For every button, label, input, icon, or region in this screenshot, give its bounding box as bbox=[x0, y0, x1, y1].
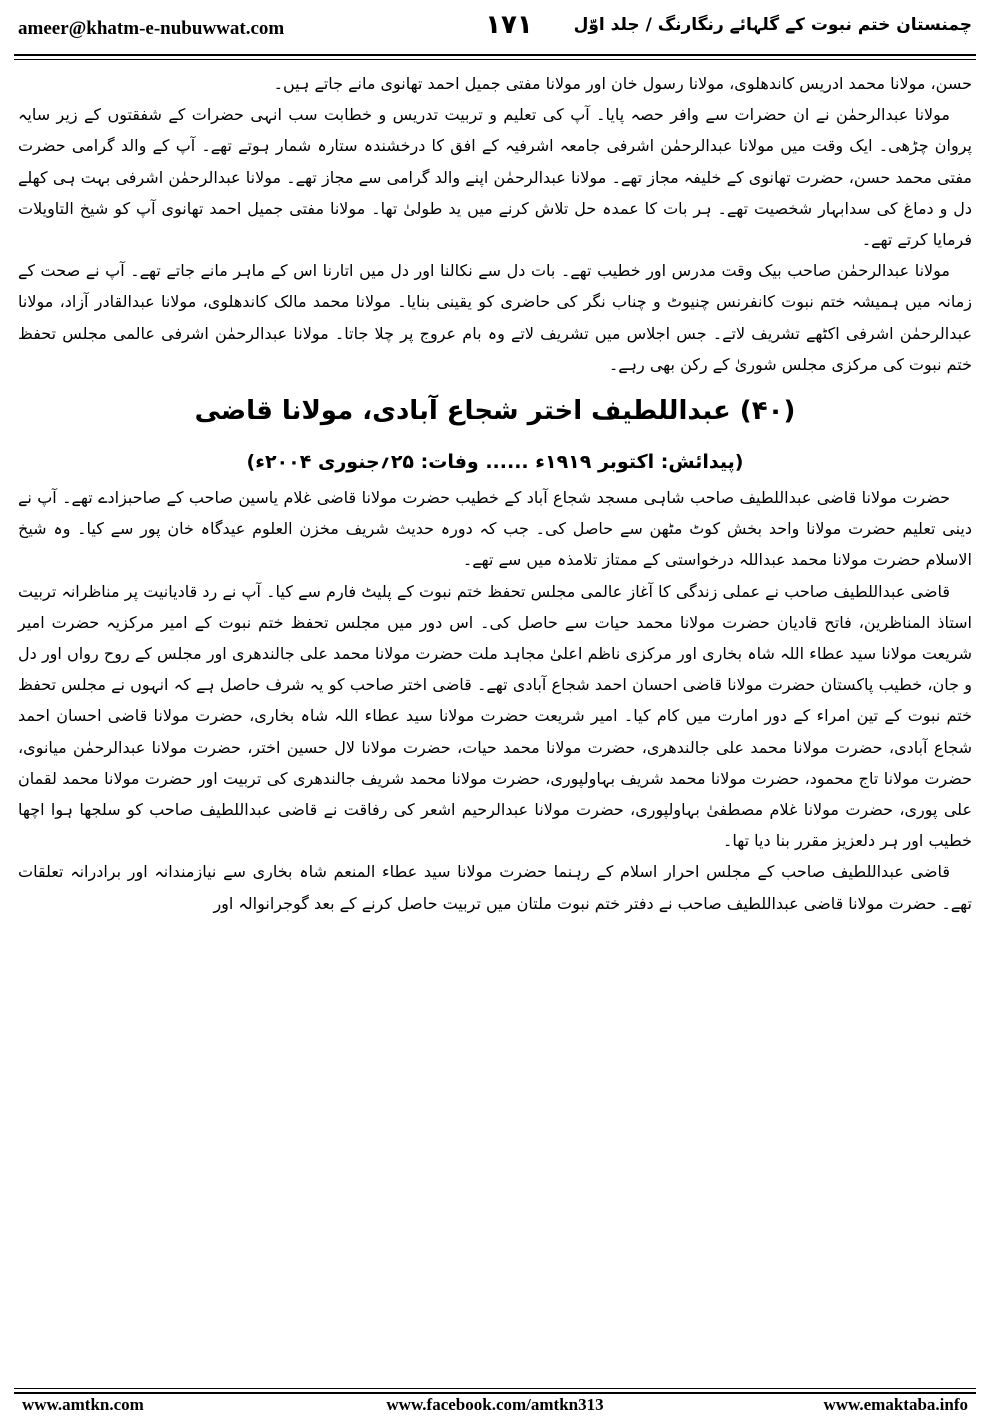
page-body bbox=[18, 68, 972, 1376]
header-rule-thin bbox=[14, 59, 976, 60]
section-paragraph-3: قاضی عبداللطیف صاحب کے مجلس احرار اسلام کے رہنما حضرت مولانا سید عطاء المنعم شاہ بخاری سے نیازمندانہ اور برادرانہ تعلقات تھے۔ حضرت مولانا قاضی عبداللطیف صاحب نے دفتر ختم نبوت ملتان میں تربیت حاصل کرنے کے بعد گوجرانوالہ اور bbox=[18, 862, 972, 913]
page-header bbox=[14, 8, 976, 52]
paragraph-3: مولانا عبدالرحمٰن صاحب بیک وقت مدرس اور خطیب تھے۔ بات دل سے نکالنا اور دل میں اتارنا اس کے ماہر مانے جاتے تھے۔ آپ نے صحت کے زمانہ میں ہمیشہ ختم نبوت کانفرنس چنیوٹ و چناب نگر کی حاضری کو یقینی بنایا۔ مولانا محمد مالک کاندھلوی، مولانا عبدالقادر آزاد، مولانا عبدالرحمٰن اشرفی اکٹھے تشریف لاتے۔ جس اجلاس میں تشریف لاتے وہ بام عروج پر چلا جاتا۔ مولانا عبدالرحمٰن اشرفی عالمی مجلس تحفظ ختم نبوت کی مرکزی مجلس شوریٰ کے رکن بھی رہے۔ bbox=[18, 261, 972, 374]
section-paragraph-1: حضرت مولانا قاضی عبداللطیف صاحب شاہی مسجد شجاع آباد کے خطیب حضرت مولانا قاضی غلام یاسین صاحب کے صاحبزادے تھے۔ آپ نے دینی تعلیم حضرت مولانا واحد بخش کوٹ مٹھن سے حاصل کی۔ جب کہ دورہ حدیث شریف مخزن العلوم عیدگاہ خان پور سے کیا۔ وہ شیخ الاسلام حضرت مولانا محمد عبداللہ درخواستی کے ممتاز تلامذہ میں سے تھے۔ bbox=[18, 488, 972, 570]
page-footer bbox=[14, 1394, 976, 1418]
page-number: ۱۷۱ bbox=[485, 10, 533, 40]
book-title: چمنستان ختم نبوت کے گلہائے رنگارنگ / جلد اوّل bbox=[573, 15, 972, 35]
section-heading: (۴۰) عبداللطیف اختر شجاع آبادی، مولانا قاضی bbox=[194, 396, 796, 427]
footer-link-amtkn[interactable]: www.amtkn.com bbox=[22, 1395, 144, 1414]
birth-death-dates: (پیدائش: اکتوبر ۱۹۱۹ء ...... وفات: ۲۵؍جنوری ۲۰۰۴ء) bbox=[246, 451, 744, 474]
footer-link-facebook[interactable]: www.facebook.com/amtkn313 bbox=[386, 1395, 604, 1414]
paragraph-2: مولانا عبدالرحمٰن نے ان حضرات سے وافر حصہ پایا۔ آپ کی تعلیم و تربیت تدریس و خطابت سب انہی حضرات کے شفقتوں کے زیر سایہ پروان چڑھی۔ ایک وقت میں مولانا عبدالرحمٰن اشرفی جامعہ اشرفیہ کے افق کا درخشندہ ستارہ شمار ہوتے تھے۔ آپ کے والد گرامی حضرت مفتی محمد حسن، حضرت تھانوی کے خلیفہ مجاز تھے۔ مولانا عبدالرحمٰن اپنے والد گرامی سے مجاز تھے۔ مولانا عبدالرحمٰن اشرفی بہت ہی کھلے دل و دماغ کی سدابہار شخصیت تھے۔ ہر بات کا عمدہ حل تلاش کرنے میں ید طولیٰ تھا۔ مولانا مفتی جمیل احمد تھانوی آپ کو شیخ التاویلات فرمایا کرتے تھے۔ bbox=[18, 105, 972, 250]
section-paragraph-2: قاضی عبداللطیف صاحب نے عملی زندگی کا آغاز عالمی مجلس تحفظ ختم نبوت کے پلیٹ فارم سے کیا۔ آپ نے رد قادیانیت پر مناظرانہ تربیت استاذ المناظرین، فاتح قادیان حضرت مولانا محمد حیات سے حاصل کی۔ اس دور میں مجلس تحفظ ختم نبوت کے امیر مرکزیہ حضرت امیر شریعت مولانا سید عطاء اللہ شاہ بخاری اور مرکزی ناظم اعلیٰ مجاہد ملت حضرت مولانا محمد علی جالندھری اور مجلس کے روح رواں اور دل و جان، خطیب پاکستان حضرت مولانا قاضی احسان احمد شجاع آبادی تھے۔ قاضی اختر صاحب کو یہ شرف حاصل ہے کہ انہوں نے مجلس تحفظ ختم نبوت کے تین امراء کے دور امارت میں کام کیا۔ امیر شریعت حضرت مولانا سید عطاء اللہ شاہ بخاری، حضرت مولانا قاضی احسان احمد شجاع آبادی، حضرت مولانا محمد علی جالندھری، حضرت مولانا محمد حیات، حضرت مولانا لال حسین اختر، حضرت مولانا عبدالرحمٰن میانوی، حضرت مولانا تاج محمود، حضرت مولانا محمد شریف بہاولپوری، حضرت مولانا محمد شریف جالندھری کی تربیت اور حضرت مولانا محمد لقمان علی پوری، حضرت مولانا غلام مصطفیٰ بہاولپوری، حضرت مولانا عبدالرحیم اشعر کی رفاقت نے قاضی عبداللطیف صاحب کو سلجھا ہوا اچھا خطیب اور ہر دلعزیز مقرر بنا دیا تھا۔ bbox=[18, 581, 972, 851]
footer-link-emaktaba[interactable]: www.emaktaba.info bbox=[823, 1395, 968, 1414]
paragraph-1: حسن، مولانا محمد ادریس کاندھلوی، مولانا رسول خان اور مولانا مفتی جمیل احمد تھانوی مانے جاتے ہیں۔ bbox=[273, 74, 972, 93]
header-email: ameer@khatm-e-nubuwwat.com bbox=[18, 18, 285, 39]
header-rule-thick bbox=[14, 54, 976, 56]
footer-rule-thin bbox=[14, 1388, 976, 1389]
